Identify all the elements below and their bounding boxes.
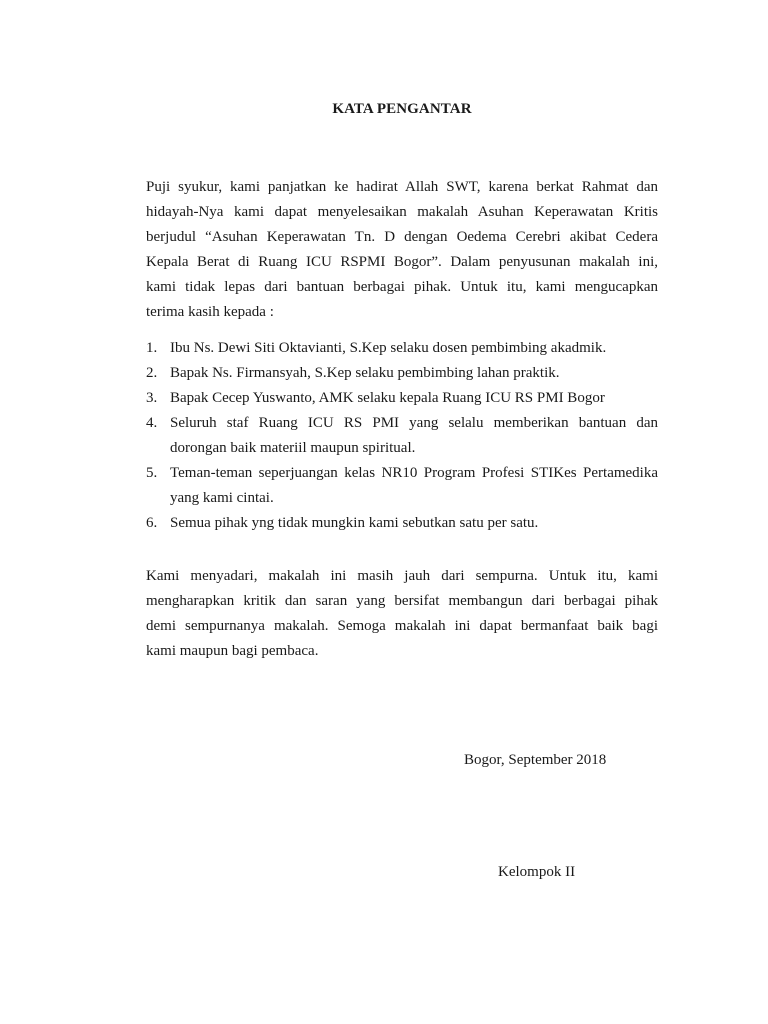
list-line: Bapak Ns. Firmansyah, S.Kep selaku pembimbing lahan praktik. xyxy=(170,365,560,381)
list-text xyxy=(170,411,658,461)
signature: Kelompok II xyxy=(498,864,576,880)
intro-line: Kepala Berat di Ruang ICU RSPMI Bogor”. Dalam penyusunan makalah ini, xyxy=(146,254,658,270)
intro-line: hidayah-Nya kami dapat menyelesaikan makalah Asuhan Keperawatan Kritis xyxy=(146,204,658,220)
intro-paragraph xyxy=(146,175,658,325)
list-line: yang kami cintai. xyxy=(170,490,274,506)
list-text xyxy=(170,361,658,386)
thanks-list xyxy=(146,336,658,536)
list-number: 5. xyxy=(146,465,158,481)
list-item xyxy=(146,386,658,411)
closing-line: demi sempurnanya makalah. Semoga makalah ini dapat bermanfaat baik bagi xyxy=(146,618,658,634)
closing-paragraph xyxy=(146,564,658,664)
closing-line: kami maupun bagi pembaca. xyxy=(146,643,319,659)
list-line: Seluruh staf Ruang ICU RS PMI yang selalu memberikan bantuan dan xyxy=(170,415,658,431)
intro-line: kami tidak lepas dari bantuan berbagai pihak. Untuk itu, kami mengucapkan xyxy=(146,279,658,295)
intro-line: terima kasih kepada : xyxy=(146,304,274,320)
list-line: Teman-teman seperjuangan kelas NR10 Program Profesi STIKes Pertamedika xyxy=(170,465,658,481)
list-line: Semua pihak yng tidak mungkin kami sebutkan satu per satu. xyxy=(170,515,539,531)
list-line: Ibu Ns. Dewi Siti Oktavianti, S.Kep selaku dosen pembimbing akadmik. xyxy=(170,340,607,356)
list-item xyxy=(146,461,658,511)
intro-line: berjudul “Asuhan Keperawatan Tn. D dengan Oedema Cerebri akibat Cedera xyxy=(146,229,658,245)
list-text xyxy=(170,336,658,361)
list-line: Bapak Cecep Yuswanto, AMK selaku kepala Ruang ICU RS PMI Bogor xyxy=(170,390,605,406)
list-number: 6. xyxy=(146,515,158,531)
page-title: KATA PENGANTAR xyxy=(332,101,472,117)
closing-line: mengharapkan kritik dan saran yang bersifat membangun dari berbagai pihak xyxy=(146,593,658,609)
list-number: 1. xyxy=(146,340,158,356)
place-date: Bogor, September 2018 xyxy=(464,752,607,768)
list-text xyxy=(170,386,658,411)
list-number: 3. xyxy=(146,390,158,406)
list-item xyxy=(146,336,658,361)
list-text xyxy=(170,461,658,511)
list-line: dorongan baik materiil maupun spiritual. xyxy=(170,440,416,456)
list-item xyxy=(146,411,658,461)
list-number: 4. xyxy=(146,415,158,431)
list-text xyxy=(170,511,658,536)
closing-line: Kami menyadari, makalah ini masih jauh dari sempurna. Untuk itu, kami xyxy=(146,568,658,584)
list-item xyxy=(146,361,658,386)
list-number: 2. xyxy=(146,365,158,381)
list-item xyxy=(146,511,658,536)
intro-line: Puji syukur, kami panjatkan ke hadirat Allah SWT, karena berkat Rahmat dan xyxy=(146,179,658,195)
